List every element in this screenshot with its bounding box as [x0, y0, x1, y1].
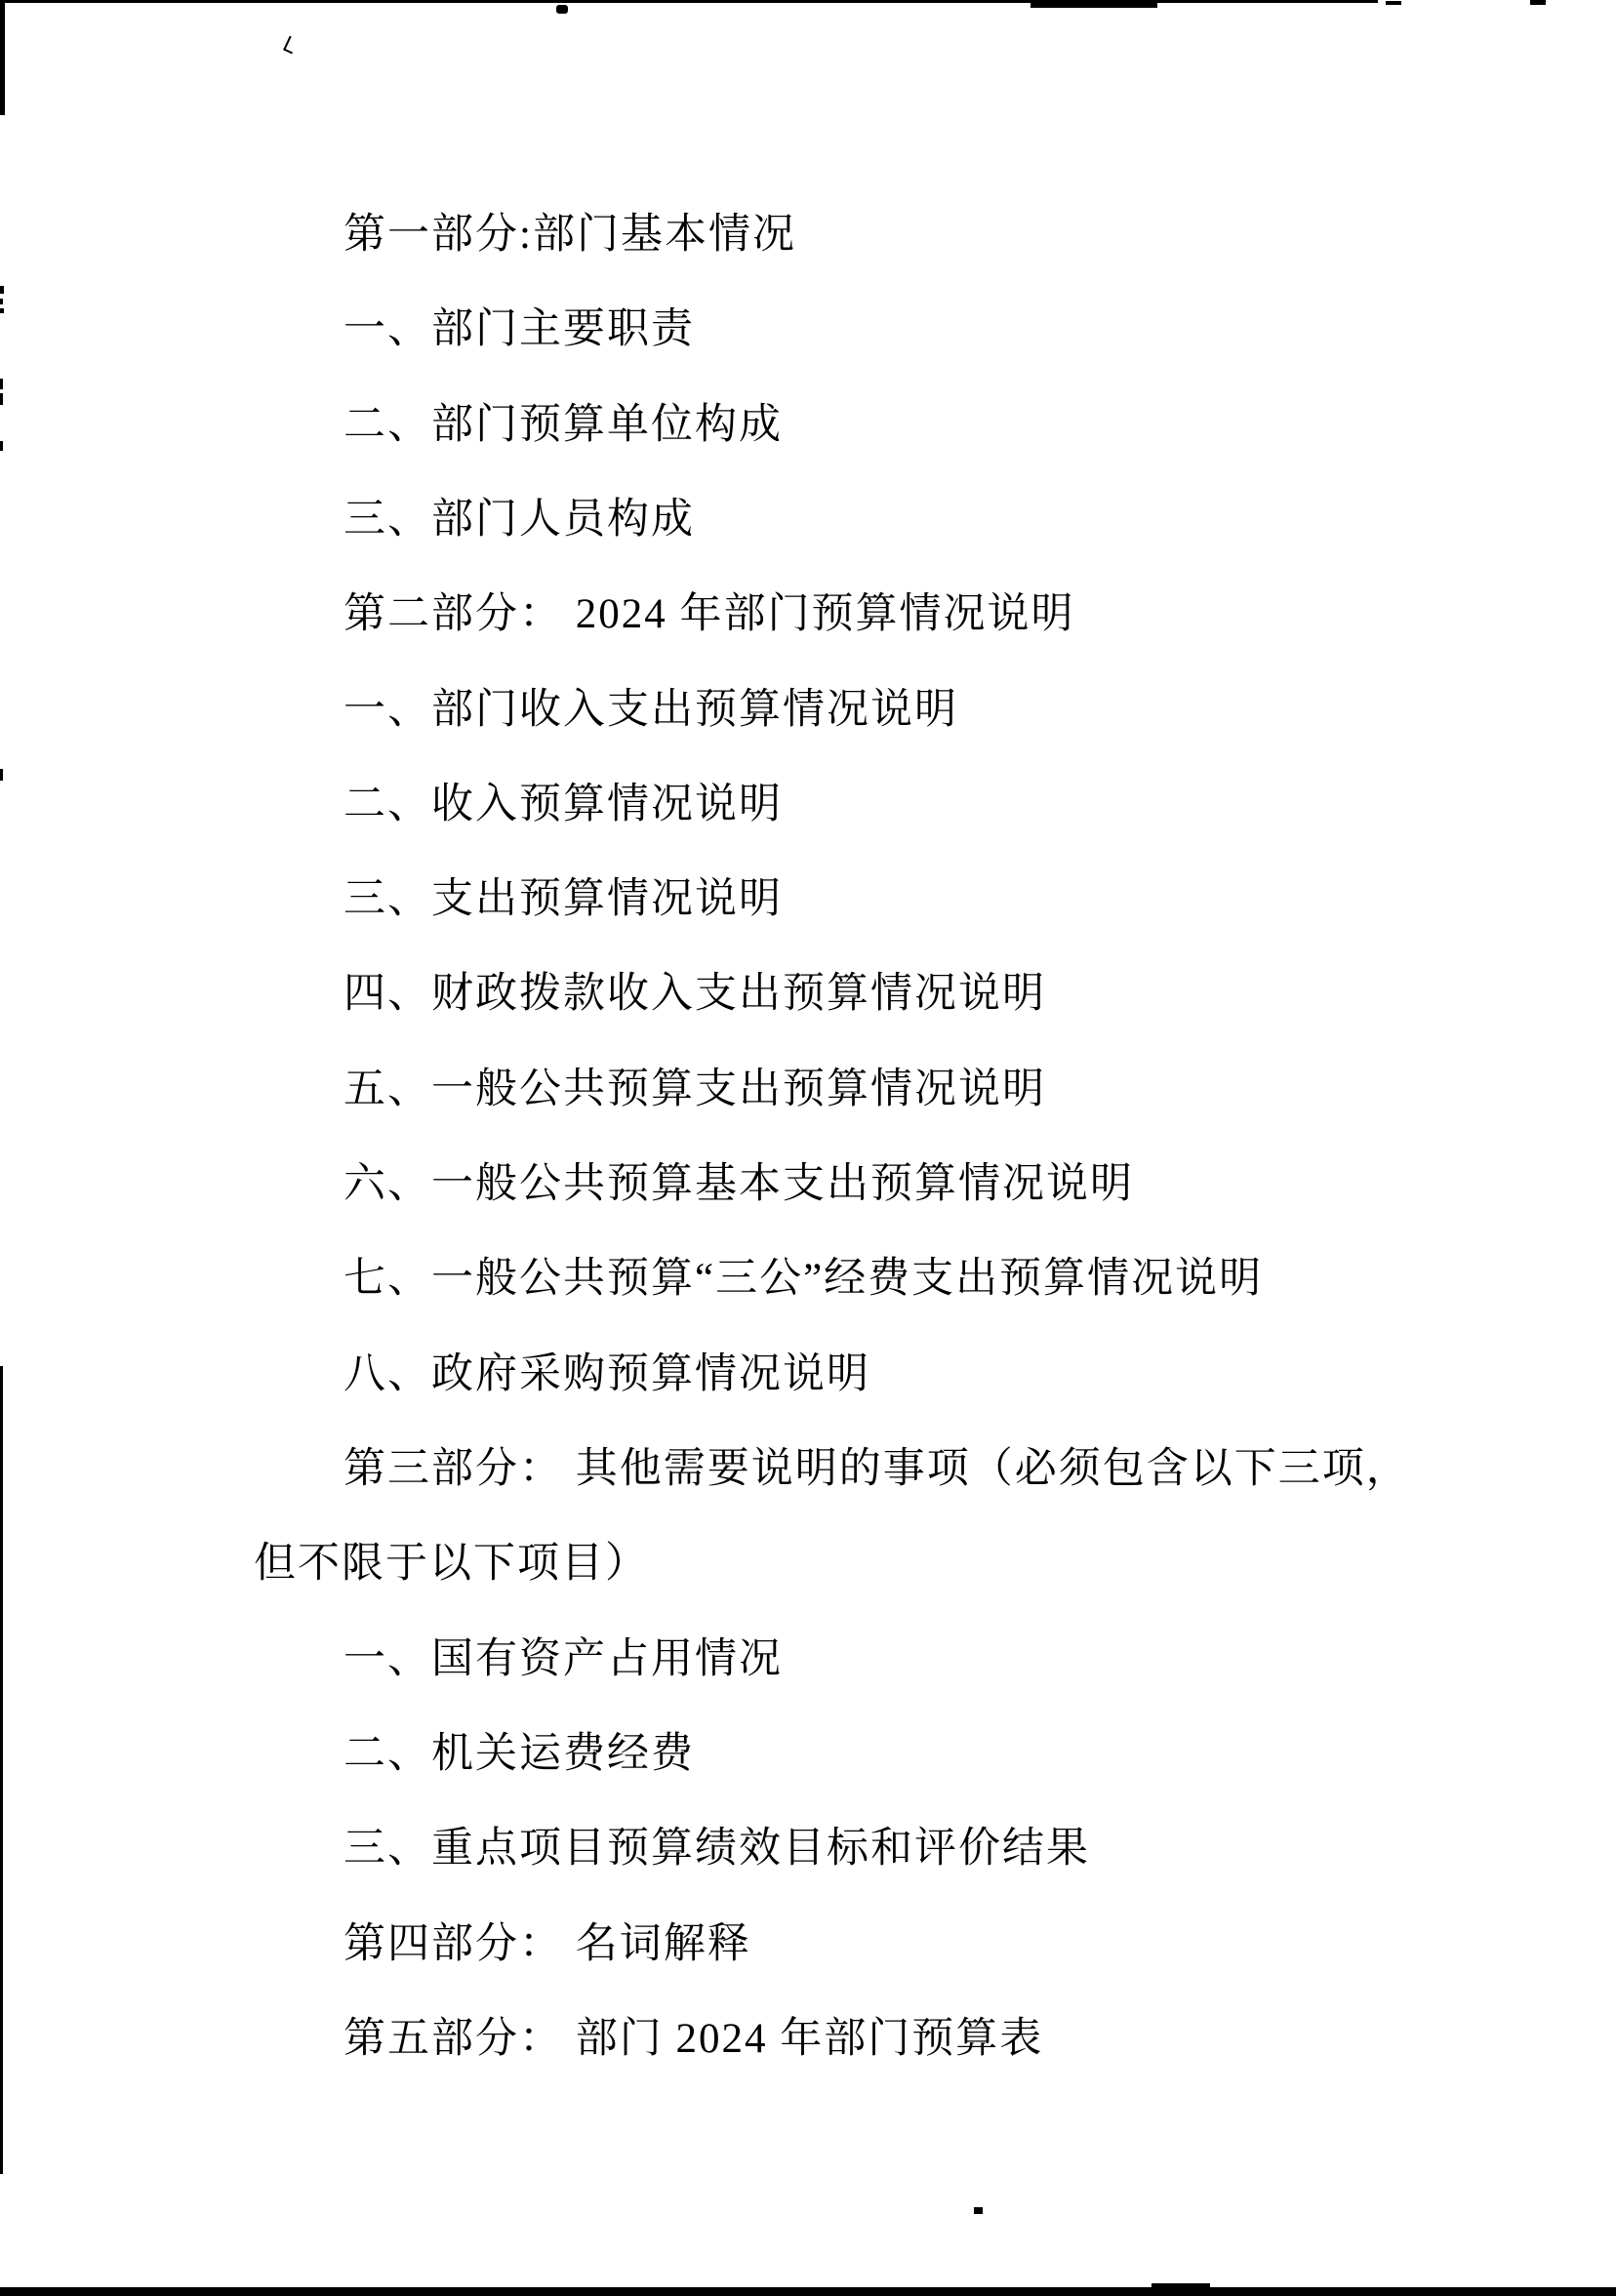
scan-artifact-left-edge-top [0, 0, 5, 115]
scan-artifact-left-dash [0, 286, 4, 294]
scan-artifact-left-dash [0, 769, 3, 781]
scan-artifact-left-edge-long [0, 1366, 3, 2174]
document-line-item: 五、一般公共预算支出预算情况说明 [343, 1067, 1046, 1112]
document-line-item: 二、部门预算单位构成 [343, 402, 783, 448]
scan-artifact-left-dash [0, 393, 3, 405]
document-line-item: 三、重点项目预算绩效目标和评价结果 [343, 1826, 1090, 1872]
scan-artifact-left-dash [0, 441, 3, 451]
scan-artifact-bottom-dot [974, 2207, 983, 2214]
scan-artifact-top-dot [556, 5, 568, 14]
scan-artifact-top-edge-thick [1030, 0, 1157, 8]
document-line-part4-heading: 第四部分： 名词解释 [343, 1921, 751, 1967]
scan-artifact-top-edge-line [0, 0, 1378, 3]
document-line-part5-heading: 第五部分： 部门 2024 年部门预算表 [343, 2016, 1044, 2062]
scan-artifact-left-dash [0, 308, 4, 313]
document-line-item: 八、政府采购预算情况说明 [343, 1351, 870, 1397]
document-line-item: 二、收入预算情况说明 [343, 782, 783, 827]
scan-artifact-squiggle-mark [283, 36, 299, 55]
scan-artifact-left-dash [0, 379, 3, 389]
scan-artifact-bottom-bar [0, 2287, 1616, 2296]
document-line-part3-heading: 第三部分： 其他需要说明的事项（必须包含以下三项， [343, 1446, 1410, 1492]
document-line-part2-heading: 第二部分： 2024 年部门预算情况说明 [343, 591, 1075, 637]
scan-artifact-top-edge-dash [1386, 1, 1401, 5]
document-line-item: 一、部门收入支出预算情况说明 [343, 687, 958, 733]
document-line-item: 二、机关运费经费 [343, 1731, 695, 1777]
document-line-item: 四、财政拨款收入支出预算情况说明 [343, 971, 1046, 1017]
scan-artifact-top-right-mark [1530, 0, 1546, 5]
document-line-item: 七、一般公共预算“三公”经费支出预算情况说明 [343, 1256, 1264, 1302]
document-line-item: 三、部门人员构成 [343, 497, 695, 543]
document-line-item: 三、支出预算情况说明 [343, 876, 783, 922]
document-line-item: 六、一般公共预算基本支出预算情况说明 [343, 1161, 1134, 1207]
document-line-continuation: 但不限于以下项目） [254, 1541, 649, 1587]
scan-artifact-left-dash [0, 299, 3, 304]
document-line-item: 一、部门主要职责 [343, 306, 695, 352]
document-line-part1-heading: 第一部分:部门基本情况 [343, 212, 796, 258]
document-line-item: 一、国有资产占用情况 [343, 1636, 783, 1682]
